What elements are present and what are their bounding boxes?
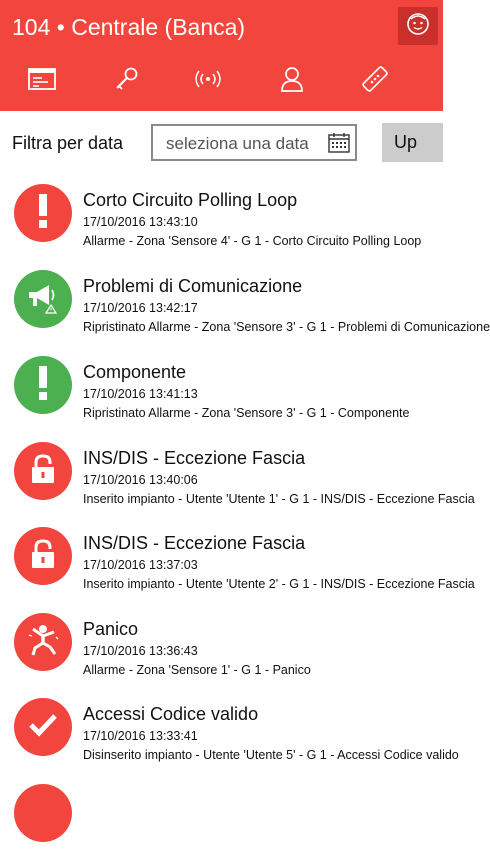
event-time: 17/10/2016 13:40:06 — [83, 473, 198, 487]
event-description: Inserito impianto - Utente 'Utente 1' - G 1 - INS/DIS - Eccezione Fascia — [83, 492, 475, 506]
event-time: 17/10/2016 13:36:43 — [83, 644, 198, 658]
event-description: Disinserito impianto - Utente 'Utente 5' - G 1 - Accessi Codice valido — [83, 748, 459, 762]
list-item[interactable] — [0, 180, 443, 266]
event-status-badge — [14, 527, 72, 585]
event-status-badge — [14, 356, 72, 414]
event-title: Panico — [83, 619, 139, 639]
filter-label: Filtra per data — [12, 133, 124, 153]
event-time: 17/10/2016 13:42:17 — [83, 301, 198, 315]
lock-icon — [30, 454, 56, 489]
event-title: INS/DIS - Eccezione Fascia — [83, 448, 306, 468]
list-item[interactable] — [0, 352, 443, 438]
event-status-badge — [14, 442, 72, 500]
event-time: 17/10/2016 13:37:03 — [83, 558, 198, 572]
exclamation-icon — [37, 194, 49, 233]
event-status-badge — [14, 698, 72, 756]
list-item[interactable] — [0, 266, 490, 352]
list-item[interactable] — [0, 694, 459, 780]
event-time: 17/10/2016 13:41:13 — [83, 387, 198, 401]
page-title: 104 • Centrale (Banca) — [12, 14, 246, 40]
exclamation-icon — [37, 366, 49, 405]
event-title: Componente — [83, 362, 187, 382]
event-status-badge — [14, 270, 72, 328]
event-status-badge — [14, 184, 72, 242]
event-description: Allarme - Zona 'Sensore 4' - G 1 - Corto Circuito Polling Loop — [83, 234, 422, 248]
list-item[interactable] — [0, 609, 443, 695]
event-title: Corto Circuito Polling Loop — [83, 190, 298, 210]
event-description: Allarme - Zona 'Sensore 1' - G 1 - Panico — [83, 663, 311, 677]
panic-person-icon — [26, 623, 60, 662]
event-title: INS/DIS - Eccezione Fascia — [83, 533, 306, 553]
event-time: 17/10/2016 13:43:10 — [83, 215, 198, 229]
event-time: 17/10/2016 13:33:41 — [83, 729, 198, 743]
event-status-badge — [14, 613, 72, 671]
event-description: Ripristinato Allarme - Zona 'Sensore 3' - G 1 - Problemi di Comunicazione — [83, 320, 490, 334]
event-title: Problemi di Comunicazione — [83, 276, 303, 296]
checkmark-icon — [28, 712, 58, 743]
event-status-badge — [14, 784, 72, 842]
event-title: Accessi Codice valido — [83, 704, 259, 724]
up-button[interactable]: Up — [382, 123, 443, 162]
list-item[interactable] — [0, 438, 475, 524]
lock-icon — [30, 539, 56, 574]
event-description: Ripristinato Allarme - Zona 'Sensore 3' - G 1 - Componente — [83, 406, 410, 420]
list-item[interactable] — [0, 523, 475, 609]
date-placeholder: seleziona una data — [166, 134, 309, 153]
list-item[interactable] — [0, 780, 443, 866]
event-description: Inserito impianto - Utente 'Utente 2' - G 1 - INS/DIS - Eccezione Fascia — [83, 577, 475, 591]
megaphone-warning-icon — [25, 281, 61, 318]
